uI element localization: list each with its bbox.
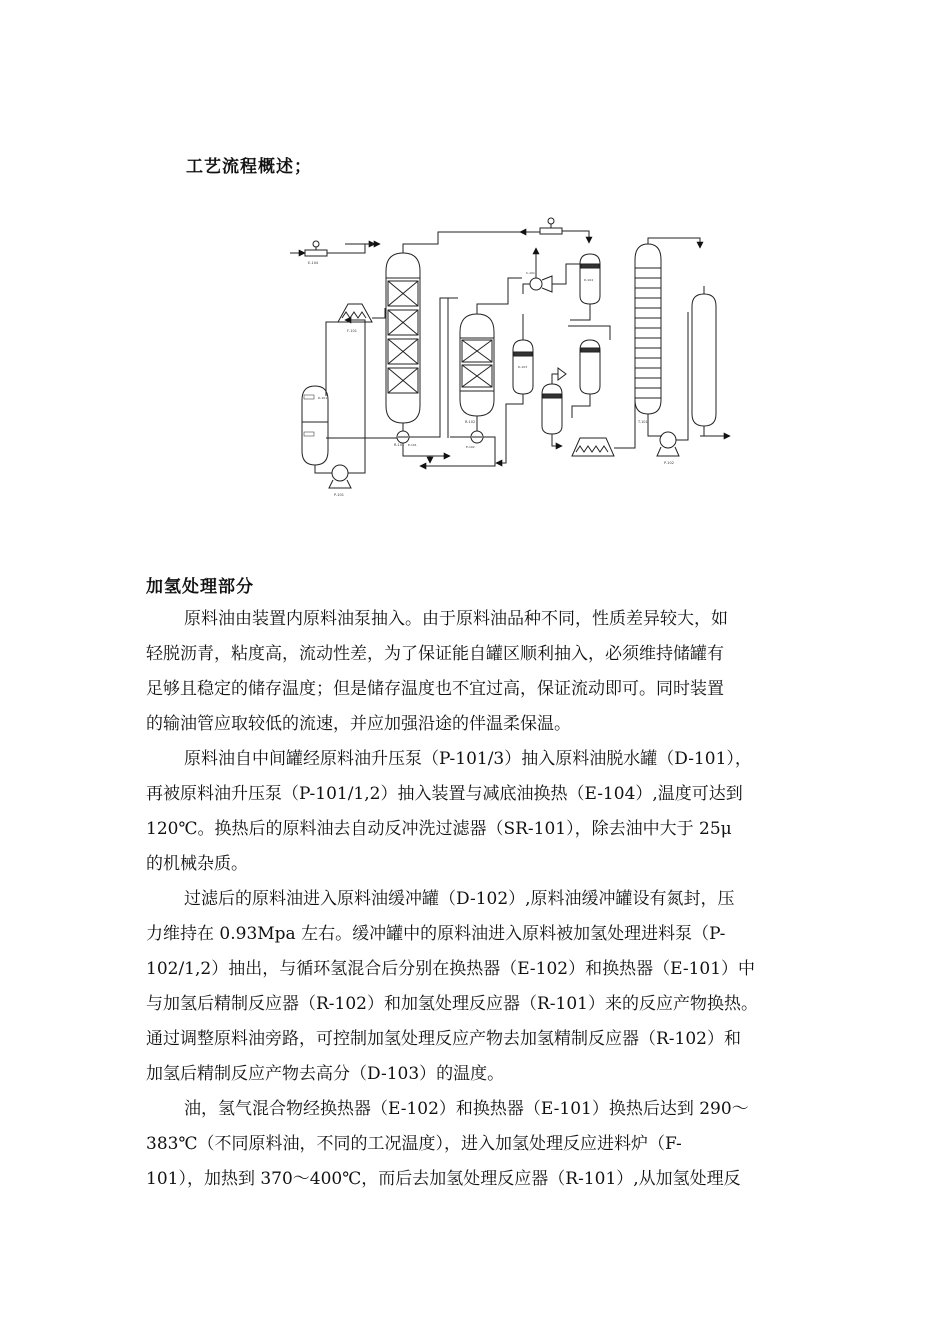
paragraph-line: 过滤后的原料油进入原料油缓冲罐（D-102）,原料油缓冲罐设有氮封，压 [184, 889, 735, 909]
label-p102: P-102 [664, 461, 674, 465]
reactor-r102 [460, 314, 494, 424]
process-flow-diagram [290, 208, 750, 503]
reactor-r101 [386, 253, 420, 447]
label-d101: D-101 [318, 396, 328, 400]
paragraph-line: 101），加热到 370～400℃，而后去加氢处理反应器（R-101）,从加氢处理反 [146, 1169, 741, 1189]
paragraph-line: 油，氢气混合物经换热器（E-102）和换热器（E-101）换热后达到 290～ [184, 1099, 749, 1119]
label-r102: R-102 [465, 420, 476, 424]
exchanger-e104 [305, 241, 327, 265]
paragraph-line: 原料油自中间罐经原料油升压泵（P-101/3）抽入原料油脱水罐（D-101）， [184, 749, 752, 769]
label-e102: E-102 [466, 445, 475, 449]
label-p101: P-101 [334, 493, 344, 497]
paragraph-line: 足够且稳定的储存温度；但是储存温度也不宜过高，保证流动即可。同时装置 [146, 679, 724, 699]
paragraph-line: 加氢后精制反应产物去高分（D-103）的温度。 [146, 1064, 505, 1084]
label-r101: R-101 [394, 443, 405, 447]
label-d104: D-104 [584, 278, 594, 282]
exchanger-e102 [466, 431, 483, 449]
separator-d103 [513, 340, 533, 394]
paragraph-line: 的输油管应取较低的流速，并应加强沿途的伴温柔保温。 [146, 714, 571, 734]
label-c101: C-101 [526, 271, 535, 275]
furnace-f101 [338, 304, 372, 333]
furnace-lower [572, 438, 614, 456]
label-f101: F-101 [347, 329, 357, 333]
paragraph-line: 与加氢后精制反应器（R-102）和加氢处理反应器（R-101）来的反应产物换热。 [146, 994, 758, 1014]
paragraph-line: 120℃。换热后的原料油去自动反冲洗过滤器（SR-101），除去油中大于 25μ [146, 819, 732, 839]
paragraph-line: 力维持在 0.93Mpa 左右。缓冲罐中的原料油进入原料被加氢处理进料泵（P- [146, 924, 726, 944]
paragraph-line: 通过调整原料油旁路，可控制加氢处理反应产物去加氢精制反应器（R-102）和 [146, 1029, 741, 1049]
paragraph-line: 轻脱沥青，粘度高，流动性差，为了保证能自罐区顺利抽入，必须维持储罐有 [146, 644, 724, 664]
label-d103: D-103 [518, 365, 528, 369]
compressor-c101 [526, 271, 552, 292]
separator-lower [542, 374, 566, 434]
top-instrument [540, 218, 562, 234]
label-e104: E-104 [308, 261, 319, 265]
section-title: 加氢处理部分 [146, 577, 254, 597]
column-t101 [635, 244, 661, 424]
body-text [146, 602, 808, 1197]
paragraph-line: 的机械杂质。 [146, 854, 248, 874]
vessel-middle [580, 340, 600, 394]
pump-p101 [329, 465, 351, 497]
paragraph-line: 102/1,2）抽出，与循环氢混合后分别在换热器（E-102）和换热器（E-101）中 [146, 959, 756, 979]
paragraph-line: 原料油由装置内原料油泵抽入。由于原料油品种不同，性质差异较大，如 [184, 609, 728, 629]
vessel-d104 [580, 254, 600, 304]
label-t101: T-101 [638, 420, 648, 424]
paragraph-line: 再被原料油升压泵（P-101/1,2）抽入装置与减底油换热（E-104）,温度可达到 [146, 784, 743, 804]
pump-p102 [657, 432, 679, 465]
paragraph-line: 383℃（不同原料油，不同的工况温度），进入加氢处理反应进料炉（F- [146, 1134, 682, 1154]
vessel-right [692, 294, 716, 426]
vessel-d101 [302, 386, 328, 465]
label-e101: E-101 [408, 443, 417, 447]
page-title: 工艺流程概述； [186, 157, 312, 177]
